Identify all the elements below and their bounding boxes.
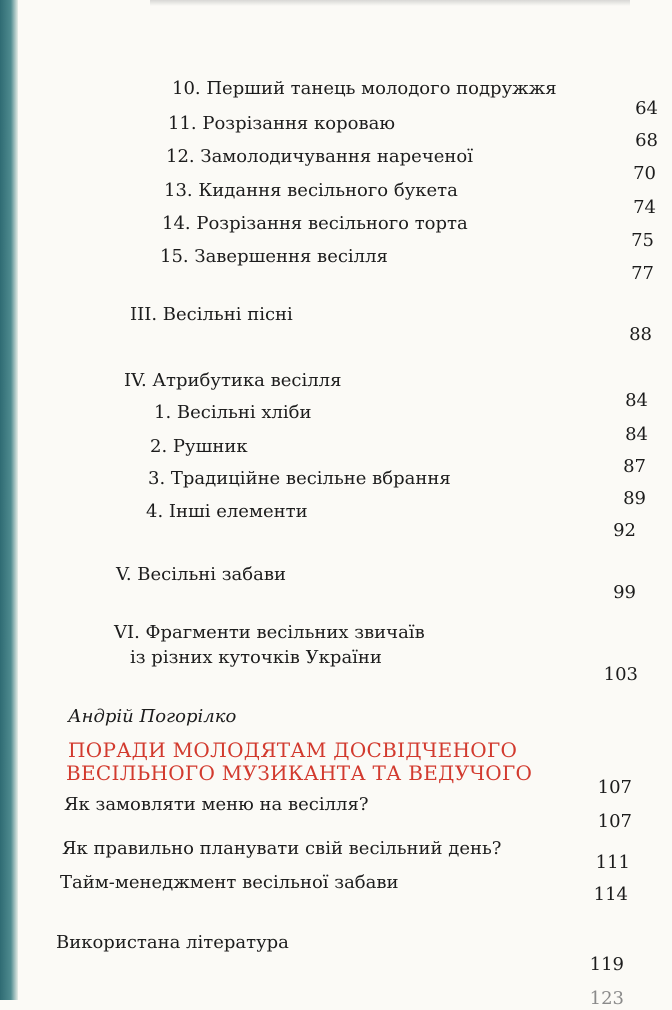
toc-page-chapter-item-1: 107 — [597, 811, 632, 832]
toc-item-10: 10. Перший танець молодого подружжя — [172, 78, 557, 99]
toc-section-5: V. Весільні забави — [116, 564, 286, 585]
toc-page-4-3: 87 — [623, 456, 646, 477]
chapter-title-line1: ПОРАДИ МОЛОДЯТАМ ДОСВІДЧЕНОГО — [68, 738, 518, 762]
toc-item-12: 12. Замолодичування нареченої — [166, 146, 473, 167]
toc-section-3: III. Весільні пісні — [130, 304, 293, 325]
toc-chapter-item-3: Тайм-менеджмент весільної забави — [60, 872, 399, 893]
toc-literature: Використана література — [56, 932, 289, 953]
toc-item-13: 13. Кидання весільного букета — [164, 180, 458, 201]
toc-item-4-3: 3. Традиційне весільне вбрання — [148, 468, 451, 489]
toc-item-14: 14. Розрізання весільного торта — [162, 213, 468, 234]
toc-page-10: 64 — [635, 98, 658, 119]
toc-item-11: 11. Розрізання короваю — [168, 113, 395, 134]
toc-page-4-2: 84 — [625, 424, 648, 445]
toc-page-4-4: 89 — [623, 488, 646, 509]
book-spine-edge — [0, 0, 18, 1000]
toc-page-section-5: 99 — [613, 582, 636, 603]
toc-item-4-4: 4. Інші елементи — [146, 501, 308, 522]
toc-page-chapter: 107 — [597, 777, 632, 798]
toc-item-15: 15. Завершення весілля — [160, 246, 388, 267]
toc-section-6-line2: із різних куточків України — [130, 647, 382, 668]
toc-section-4: IV. Атрибутика весілля — [124, 370, 342, 391]
toc-page-chapter-item-3: 114 — [593, 884, 628, 905]
toc-page-14: 75 — [631, 230, 654, 251]
chapter-title-line2: ВЕСІЛЬНОГО МУЗИКАНТА ТА ВЕДУЧОГО — [66, 761, 533, 785]
toc-page-literature: 119 — [589, 954, 624, 975]
toc-chapter-item-1: Як замовляти меню на весілля? — [64, 794, 369, 815]
toc-page-section-3: 88 — [629, 324, 652, 345]
toc-page-4-extra: 92 — [613, 520, 636, 541]
toc-page-4-1: 84 — [625, 390, 648, 411]
toc-page-13: 74 — [633, 197, 656, 218]
toc-item-4-2: 2. Рушник — [150, 436, 248, 457]
toc-chapter-item-2: Як правильно планувати свій весільний день? — [62, 838, 502, 859]
toc-page-15: 77 — [631, 263, 654, 284]
toc-page-12: 70 — [633, 163, 656, 184]
toc-page-section-6: 103 — [603, 664, 638, 685]
toc-page-chapter-item-2: 111 — [595, 852, 630, 873]
chapter-author: Андрій Погорілко — [68, 706, 237, 727]
toc-page-cut-off: 123 — [589, 988, 624, 1009]
top-bleed-through — [150, 0, 630, 6]
toc-section-6-line1: VI. Фрагменти весільних звичаїв — [114, 622, 425, 643]
toc-page-11: 68 — [635, 130, 658, 151]
toc-item-4-1: 1. Весільні хліби — [154, 402, 312, 423]
